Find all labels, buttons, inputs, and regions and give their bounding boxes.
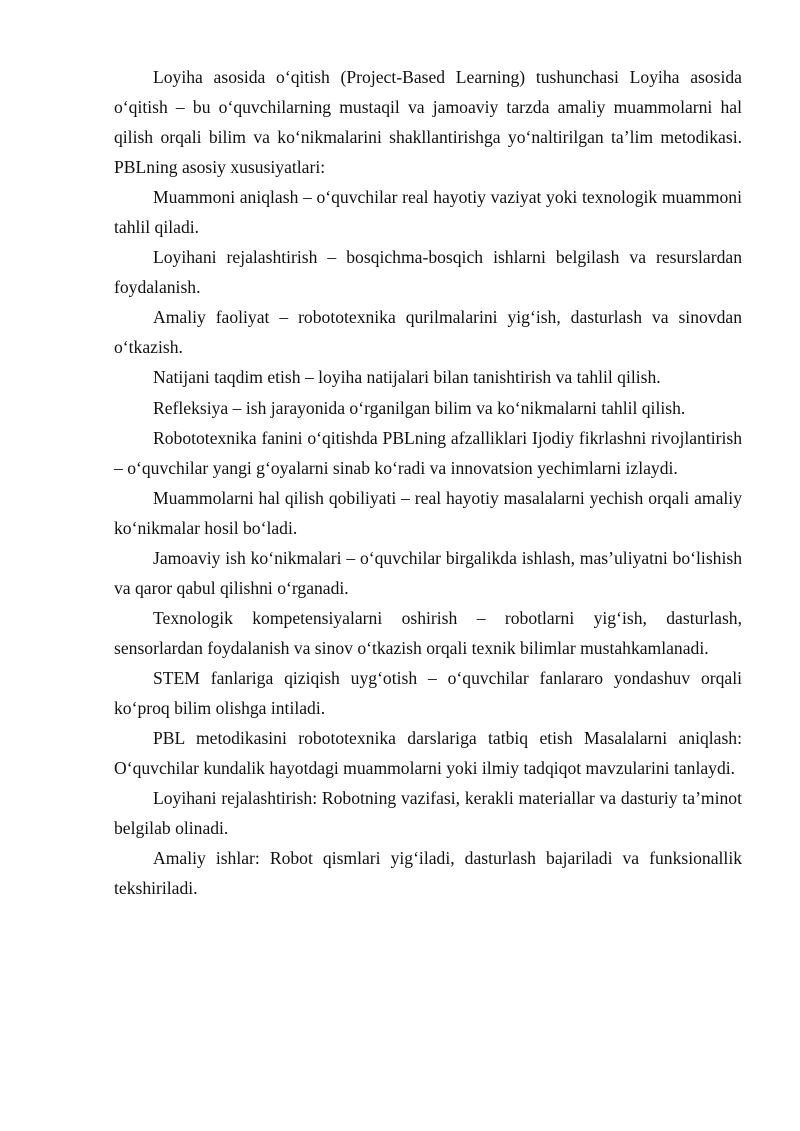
paragraph-creative-thinking: Robototexnika fanini o‘qitishda PBLning afzalliklari Ijodiy fikrlashni rivojlantirish – o‘quvchilar yangi g‘oyalarni sinab ko‘radi va innovatsion yechimlarni izlaydi.	[114, 427, 742, 478]
paragraph-stem-interest: STEM fanlariga qiziqish uyg‘otish – o‘quvchilar fanlararo yondashuv orqali ko‘proq bilim olishga intiladi.	[114, 667, 742, 718]
paragraph-result-presentation: Natijani taqdim etish – loyiha natijalari bilan tanishtirish va tahlil qilish.	[153, 367, 661, 388]
paragraph-pbl-definition: Loyiha asosida o‘qitish (Project-Based Learning) tushunchasi Loyiha asosida o‘qitish – bu o‘quvchilarning mustaqil va jamoaviy tarzda amaliy muammolarni hal qilish orqali bilim va ko‘nikmalarini shakllantirishga yo‘naltirilgan ta’lim metodikasi. PBLning asosiy xususiyatlari:	[114, 67, 742, 178]
paragraph-practical-activity: Amaliy faoliyat – robototexnika qurilmalarini yig‘ish, dasturlash va sinovdan o‘tkazish.	[114, 307, 742, 358]
paragraph-pbl-application: PBL metodikasini robototexnika darslariga tatbiq etish Masalalarni aniqlash: O‘quvchilar kundalik hayotdagi muammolarni yoki ilmiy tadqiqot mavzularini tanlaydi.	[114, 728, 742, 779]
paragraph-problem-identification: Muammoni aniqlash – o‘quvchilar real hayotiy vaziyat yoki texnologik muammoni tahlil qiladi.	[114, 187, 742, 238]
paragraph-reflection: Refleksiya – ish jarayonida o‘rganilgan bilim va ko‘nikmalarni tahlil qilish.	[153, 397, 686, 418]
paragraph-project-planning-robot: Loyihani rejalashtirish: Robotning vazifasi, kerakli materiallar va dasturiy ta’minot belgilab olinadi.	[114, 788, 742, 839]
paragraph-teamwork-skills: Jamoaviy ish ko‘nikmalari – o‘quvchilar birgalikda ishlash, mas’uliyatni bo‘lishish va qaror qabul qilishni o‘rganadi.	[114, 547, 742, 598]
paragraph-practical-work: Amaliy ishlar: Robot qismlari yig‘iladi, dasturlash bajariladi va funksionallik tekshiriladi.	[114, 848, 742, 899]
paragraph-technological-competence: Texnologik kompetensiyalarni oshirish – robotlarni yig‘ish, dasturlash, sensorlardan foydalanish va sinov o‘tkazish orqali texnik bilimlar mustahkamlanadi.	[114, 607, 742, 658]
paragraph-project-planning: Loyihani rejalashtirish – bosqichma-bosqich ishlarni belgilash va resurslardan foydalanish.	[114, 247, 742, 298]
paragraph-problem-solving: Muammolarni hal qilish qobiliyati – real hayotiy masalalarni yechish orqali amaliy ko‘nikmalar hosil bo‘ladi.	[114, 487, 742, 538]
document-page	[114, 62, 742, 903]
